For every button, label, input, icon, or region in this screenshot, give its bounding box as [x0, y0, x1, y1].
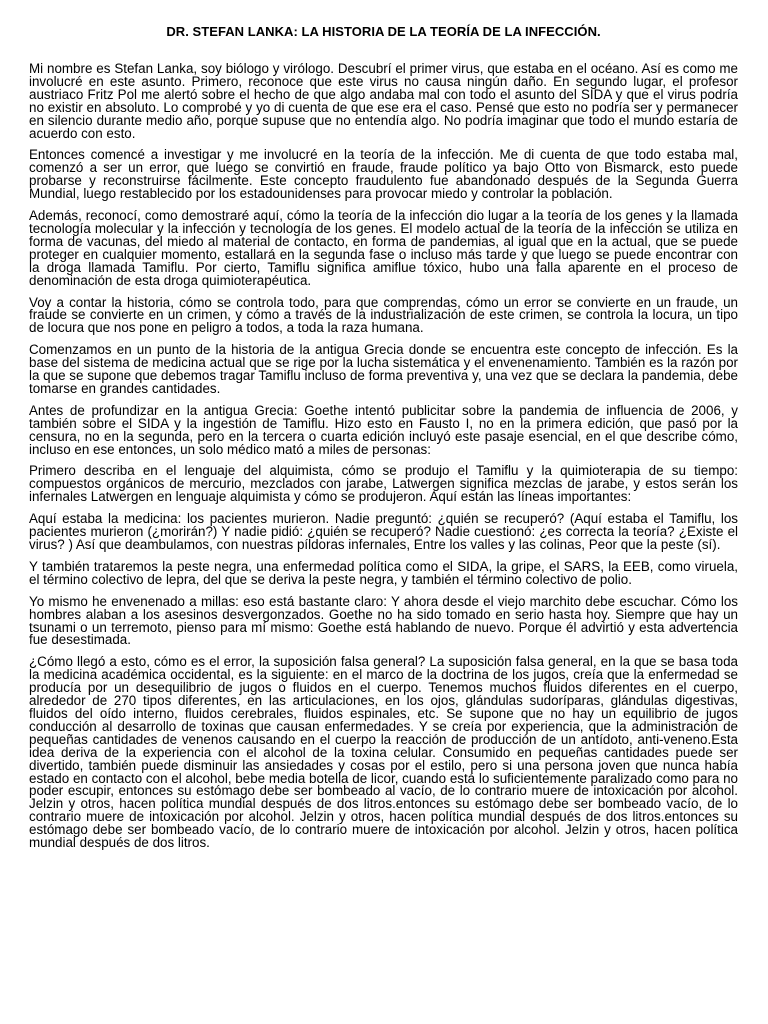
- paragraph-goethe: Antes de profundizar en la antigua Grecia: Goethe intentó publicitar sobre la pandemia de influencia de 2006, y también sobre el SIDA y la ingestión de Tamiflu. Hizo esto en Fausto I, no en la primera edición, que pasó por la censura, no en la segunda, pero en la tercera o cuarta edición incluyó este pasaje esencial, en el que describe cómo, incluso en ese entonces, un solo médico mató a miles de personas:: [29, 402, 738, 457]
- paragraph-ancient-greece: Comenzamos en un punto de la historia de la antigua Grecia donde se encuentra este concepto de infección. Es la base del sistema de medicina actual que se rige por la lucha sistemática y el envenenamiento. También es la razón por la que se supone que debemos tragar Tamiflu incluso de forma preventiva y, una vez que se declara la pandemia, debe tomarse en grandes cantidades.: [29, 342, 738, 396]
- document-page: [29, 24, 738, 859]
- paragraph-alchemist: Primero describa en el lenguaje del alquimista, cómo se produjo el Tamiflu y la quimioterapia de su tiempo: compuestos orgánicos de mercurio, mezclados con jarabe, Latwergen significa mezclas de jarabe, y estos serán los infernales Latwergen en lenguaje alquimista y cómo se produjeron. Aquí están las líneas importantes:: [29, 463, 738, 505]
- paragraph-black-plague: Y también trataremos la peste negra, una enfermedad política como el SIDA, la gripe, el SARS, la EEB, como viruela, el término colectivo de lepra, del que se deriva la peste negra, y también el término colectivo de polio.: [29, 558, 738, 587]
- paragraph-false-assumption: ¿Cómo llegó a esto, cómo es el error, la suposición falsa general? La suposición falsa general, en la que se basa toda la medicina académica occidental, es la siguiente: en el marco de la doctrina de los jugos, creía que la enfermedad se producía por un desequilibrio de jugos o fluidos en el cuerpo. Tenemos muchos fluidos diferentes en el cuerpo, alrededor de 270 tipos diferentes, en las articulaciones, en los ojos, glándulas sudoríparas, glándulas digestivas, fluidos del oído interno, fluidos cerebrales, fluidos espinales, etc. Se supone que no hay un equilibrio de jugos conducción al desarrollo de toxinas que causan enfermedades. Y se creía por experiencia, que la administración de pequeñas cantidades de venenos causando en el cuerpo la reacción de producción de un antídoto, anti-veneno.Esta idea deriva de la experiencia con el alcohol de la toxina celular. Consumido en pequeñas cantidades puede ser divertido, también puede disminuir las ansiedades y cosas por el estilo, pero si una persona joven que nunca había estado en contacto con el alcohol, bebe media botella de licor, cuando está lo suficientemente paralizado como para no poder escupir, entonces su estómago debe ser bombeado al vacío, de lo contrario muere de intoxicación por alcohol. Jelzin y otros, hacen política mundial después de dos litros.entonces su estómago debe ser bombeado vacío, de lo contrario muere de intoxicación por alcohol. Jelzin y otros, hacen política mundial después de dos litros.entonces su estómago debe ser bombeado vacío, de lo contrario muere de intoxicación por alcohol. Jelzin y otros, hacen política mundial después de dos litros.: [29, 654, 738, 851]
- paragraph-intro: Mi nombre es Stefan Lanka, soy biólogo y virólogo. Descubrí el primer virus, que estaba en el océano. Así es como me involucré en este asunto. Primero, reconoce que este virus no causa ningún daño. En segundo lugar, el profesor austriaco Fritz Pol me alertó sobre el hecho de que algo andaba mal con todo el asunto del SIDA y que el virus podría no existir en absoluto. Lo comprobé y yo di cuenta de que ese era el caso. Pensé que esto no podría ser y permanecer en silencio durante medio año, porque supuse que no entendía algo. No podría imaginar que todo el mundo estaría de acuerdo con esto.: [29, 61, 738, 141]
- document-title: DR. STEFAN LANKA: LA HISTORIA DE LA TEORÍA DE LA INFECCIÓN.: [166, 24, 601, 39]
- paragraph-history-control: Voy a contar la historia, cómo se controla todo, para que comprendas, cómo un error se convierte en un fraude, un fraude se convierte en un crimen, y cómo a través de la industrialización de este crimen, se controla la locura, un tipo de locura que nos pone en peligro a todos, a toda la raza humana.: [29, 294, 738, 336]
- paragraph-poisoned: Yo mismo he envenenado a millas: eso está bastante claro: Y ahora desde el viejo marchito debe escuchar. Cómo los hombres alaban a los asesinos desvergonzados. Goethe no ha sido tomado en serio hasta hoy. Siempre que hay un tsunami o un terremoto, pienso para mí mismo: Goethe está hablando de nuevo. Porque él advirtió y esta advertencia fue desestimada.: [29, 593, 738, 648]
- paragraph-infection-theory: Entonces comencé a investigar y me involucré en la teoría de la infección. Me di cuenta de que todo estaba mal, comenzó a ser un error, que luego se convirtió en fraude, fraude político ya bajo Otto von Bismarck, esto puede probarse y reconstruirse fácilmente. Este concepto fraudulento fue abandonado después de la Segunda Guerra Mundial, luego restablecido por los estadounidenses para provocar miedo y controlar la población.: [29, 147, 738, 202]
- paragraph-faust-quote: Aquí estaba la medicina: los pacientes murieron. Nadie preguntó: ¿quién se recuperó? (Aquí estaba el Tamiflu, los pacientes murieron (¿morirán?) Y nadie pidió: ¿quién se recuperó? Nadie cuestionó: ¿es correcta la teoría? ¿Existe el virus? ) Así que deambulamos, con nuestras píldoras infernales, Entre los valles y las colinas, Peor que la peste (sí).: [29, 511, 738, 552]
- paragraph-gene-theory: Además, reconocí, como demostraré aquí, cómo la teoría de la infección dio lugar a la teoría de los genes y la llamada tecnología molecular y la infección y tecnología de los genes. El modelo actual de la teoría de la infección se utiliza en forma de vacunas, del miedo al material de contacto, en forma de pandemias, al igual que en la actual, que se puede proteger en cualquier momento, estallará en la segunda fase o incluso más tarde y que luego se puede encontrar con la droga llamada Tamiflu. Por cierto, Tamiflu significa amiflue tóxico, hubo una falla aparente en el proceso de denominación de esta droga quimioterapéutica.: [29, 208, 738, 288]
